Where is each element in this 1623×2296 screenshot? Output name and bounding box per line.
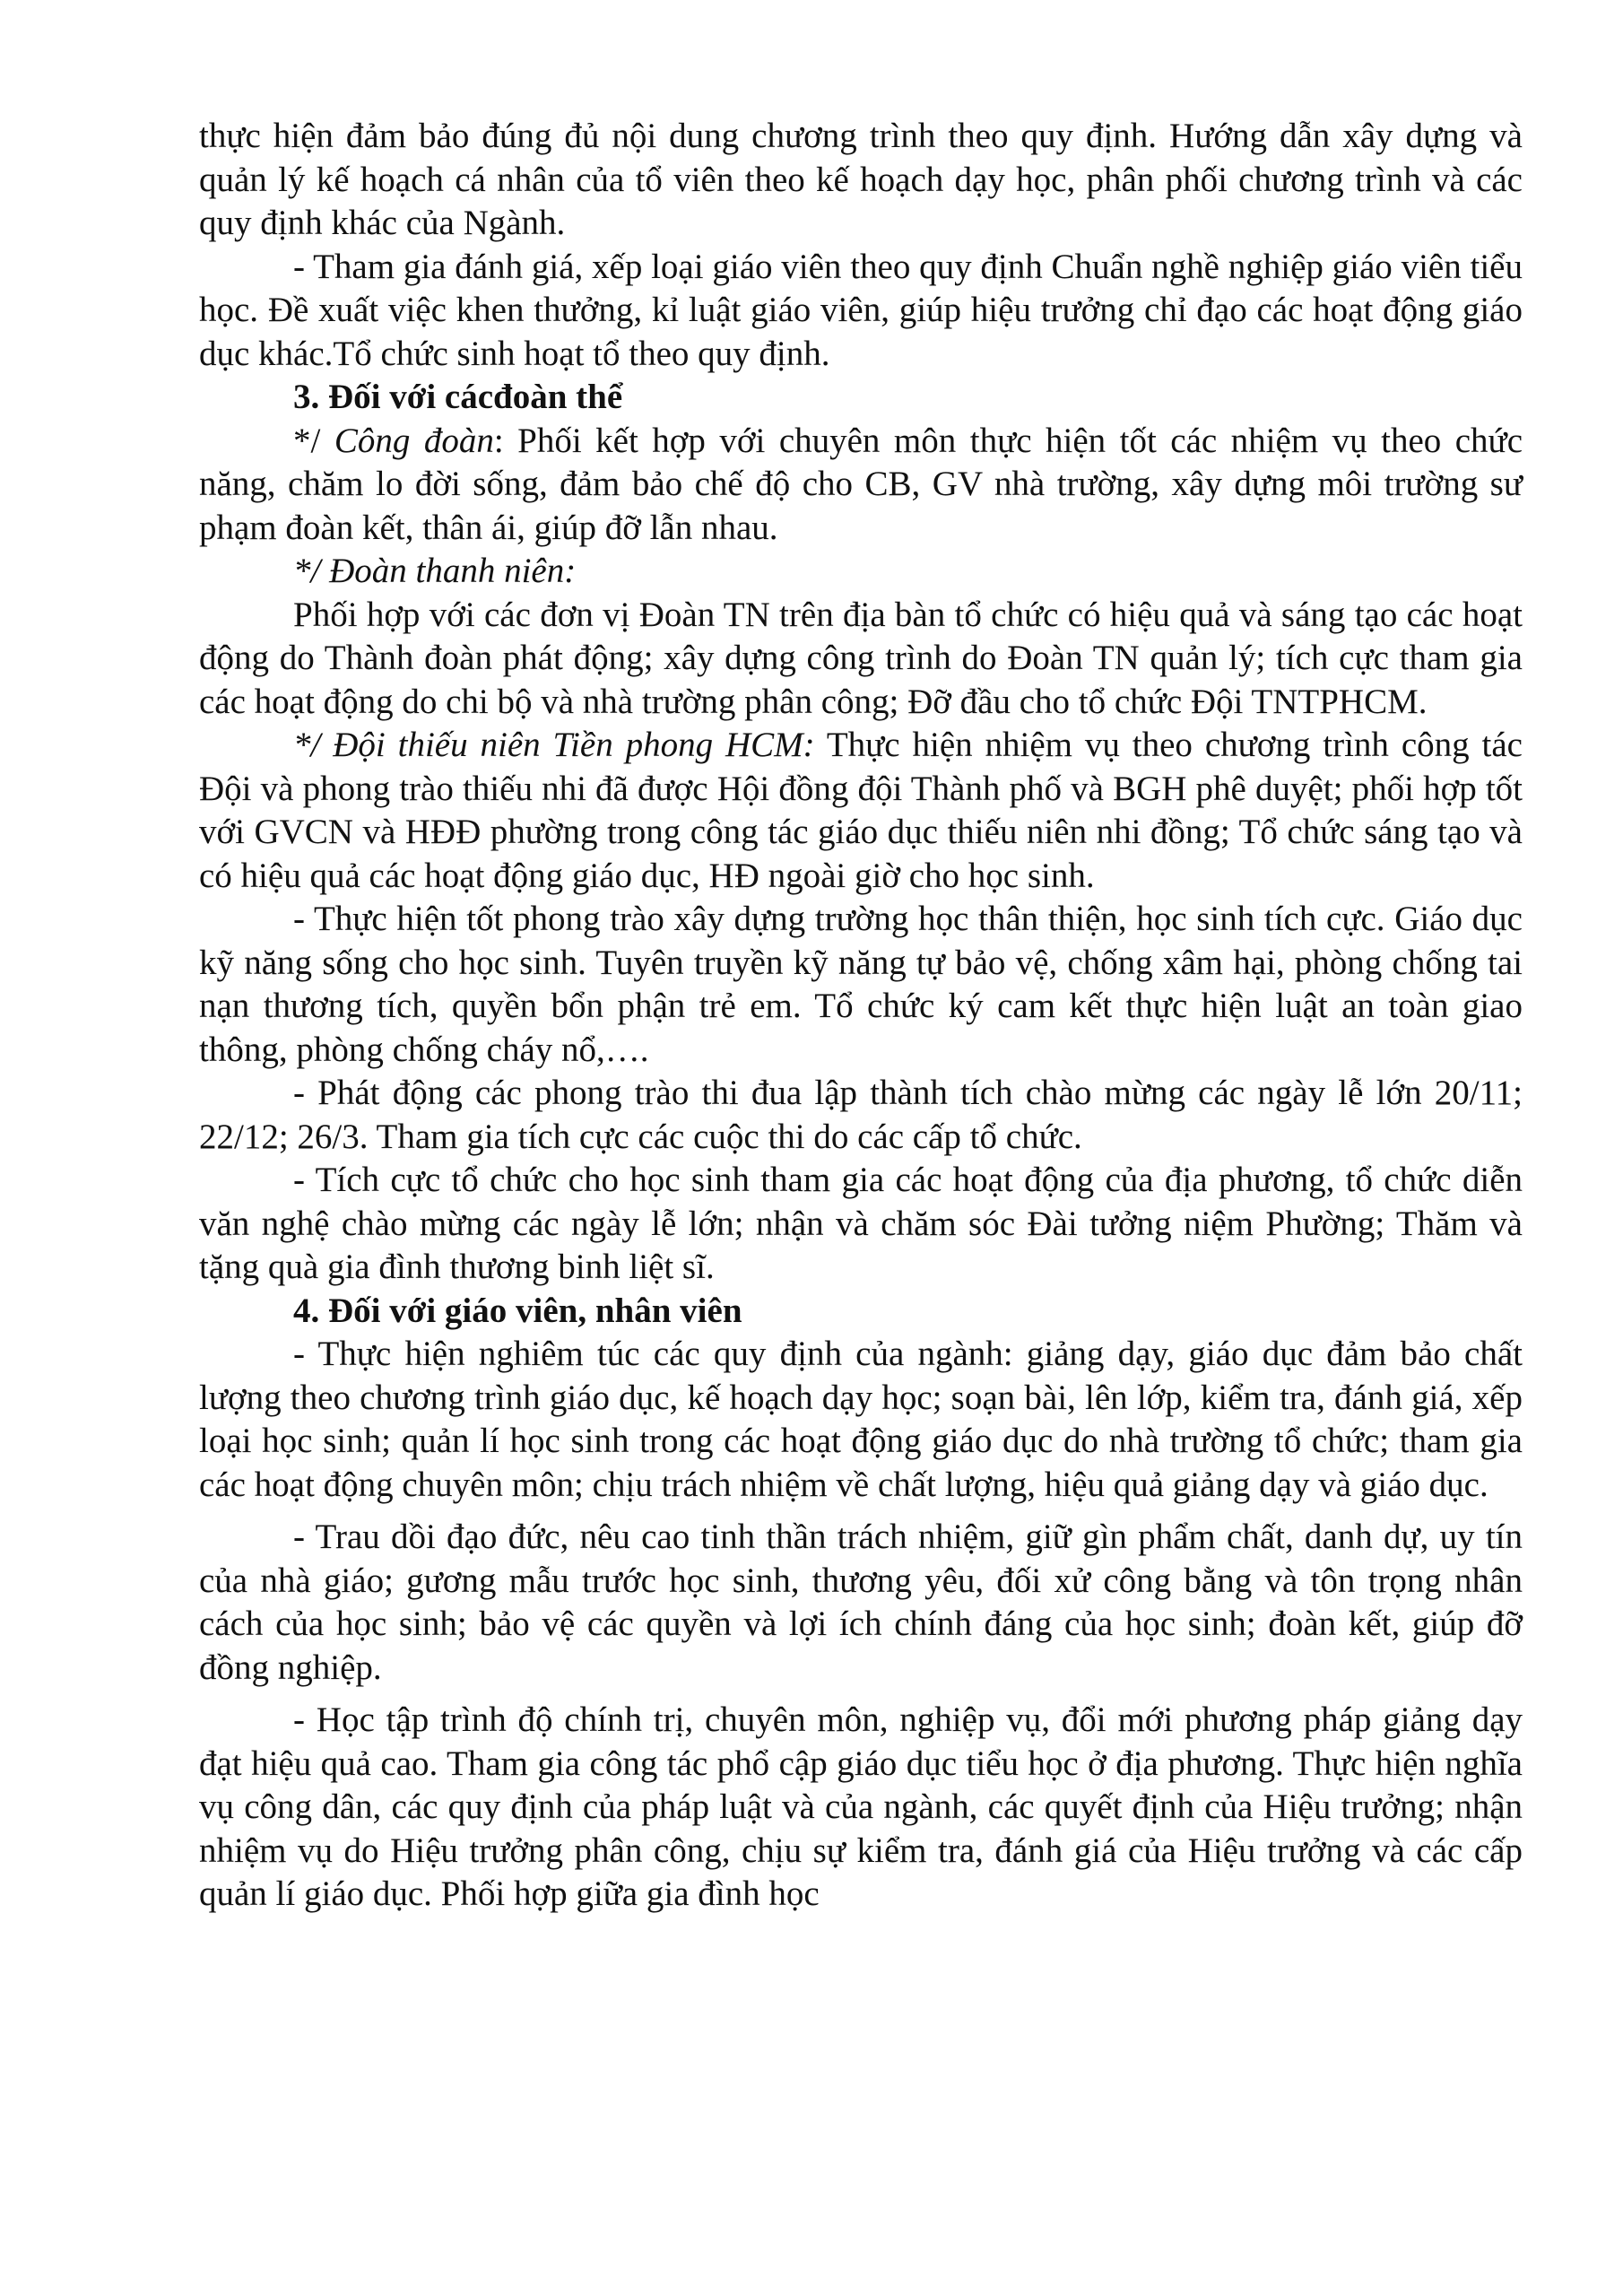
paragraph-gap	[199, 1507, 1523, 1516]
doi-thieu-nien-label: */ Đội thiếu niên Tiền phong HCM:	[293, 726, 815, 764]
paragraph-continuation: thực hiện đảm bảo đúng đủ nội dung chương trình theo quy định. Hướng dẫn xây dựng và quản lý kế hoạch cá nhân của tổ viên theo kế hoạch dạy học, phân phối chương trình và các quy định khác của Ngành.	[199, 117, 1523, 242]
paragraph-phong-trao-thi-dua: - Phát động các phong trào thi đua lập thành tích chào mừng các ngày lễ lớn 20/11; 22/12; 26/3. Tham gia tích cực các cuộc thi do các cấp tổ chức.	[199, 1074, 1523, 1156]
section-heading-4: 4. Đối với giáo viên, nhân viên	[293, 1291, 742, 1330]
paragraph-cong-doan	[199, 420, 1523, 551]
cong-doan-prefix: */	[293, 421, 334, 460]
paragraph-evaluation: - Tham gia đánh giá, xếp loại giáo viên theo quy định Chuẩn nghề nghiệp giáo viên tiểu học. Đề xuất việc khen thưởng, kỉ luật giáo viên, giúp hiệu trưởng chỉ đạo các hoạt động giáo dục khác.Tổ chức sinh hoạt tổ theo quy định.	[199, 247, 1523, 373]
paragraph-hoc-tap: - Học tập trình độ chính trị, chuyên môn, nghiệp vụ, đổi mới phương pháp giảng dạy đạt hiệu quả cao. Tham gia công tác phổ cập giáo dục tiểu học ở địa phương. Thực hiện nghĩa vụ công dân, các quy định của pháp luật và của ngành, các quyết định của Hiệu trưởng; nhận nhiệm vụ do Hiệu trưởng phân công, chịu sự kiểm tra, đánh giá của Hiệu trưởng và các cấp quản lí giáo dục. Phối hợp giữa gia đình học	[199, 1700, 1523, 1913]
document-page	[199, 115, 1523, 1917]
doan-thanh-nien-label: */ Đoàn thanh niên:	[293, 552, 577, 590]
paragraph-truong-hoc-than-thien: - Thực hiện tốt phong trào xây dựng trường học thân thiện, học sinh tích cực. Giáo dục kỹ năng sống cho học sinh. Tuyên truyền kỹ năng tự bảo vệ, chống xâm hại, phòng chống tai nạn thương tích, quyền bổn phận trẻ em. Tổ chức ký cam kết thực hiện luật an toàn giao thông, phòng chống cháy nổ,….	[199, 900, 1523, 1069]
section-heading-3: 3. Đối với cácđoàn thể	[293, 378, 623, 416]
paragraph-doi-thieu-nien	[199, 724, 1523, 898]
paragraph-doan-thanh-nien: Phối hợp với các đơn vị Đoàn TN trên địa bàn tổ chức có hiệu quả và sáng tạo các hoạt động do Thành đoàn phát động; xây dựng công trình do Đoàn TN quản lý; tích cực tham gia các hoạt động do chi bộ và nhà trường phân công; Đỡ đầu cho tổ chức Đội TNTPHCM.	[199, 595, 1523, 721]
paragraph-hoat-dong-dia-phuong: - Tích cực tổ chức cho học sinh tham gia các hoạt động của địa phương, tổ chức diễn văn nghệ chào mừng các ngày lễ lớn; nhận và chăm sóc Đài tưởng niệm Phường; Thăm và tặng quà gia đình thương binh liệt sĩ.	[199, 1161, 1523, 1286]
cong-doan-label: Công đoàn	[334, 421, 494, 460]
paragraph-gap	[199, 1690, 1523, 1699]
cong-doan-text: : Phối kết hợp với chuyên môn thực hiện tốt các nhiệm vụ theo chức năng, chăm lo đời sống, đảm bảo chế độ cho CB, GV nhà trường, xây dựng môi trường sư phạm đoàn kết, thân ái, giúp đỡ lẫn nhau.	[199, 421, 1523, 547]
doi-thieu-nien-text: Thực hiện nhiệm vụ theo chương trình công tác Đội và phong trào thiếu nhi đã được Hội đồng đội Thành phố và BGH phê duyệt; phối hợp tốt với GVCN và HĐĐ phường trong công tác giáo dục thiếu niên nhi đồng; Tổ chức sáng tạo và có hiệu quả các hoạt động giáo dục, HĐ ngoài giờ cho học sinh.	[199, 726, 1523, 895]
paragraph-dao-duc: - Trau dồi đạo đức, nêu cao tinh thần trách nhiệm, giữ gìn phẩm chất, danh dự, uy tín của nhà giáo; gương mẫu trước học sinh, thương yêu, đối xử công bằng và tôn trọng nhân cách của học sinh; bảo vệ các quyền và lợi ích chính đáng của học sinh; đoàn kết, giúp đỡ đồng nghiệp.	[199, 1518, 1523, 1687]
paragraph-quy-dinh-nganh: - Thực hiện nghiêm túc các quy định của ngành: giảng dạy, giáo dục đảm bảo chất lượng theo chương trình giáo dục, kế hoạch dạy học; soạn bài, lên lớp, kiểm tra, đánh giá, xếp loại học sinh; quản lí học sinh trong các hoạt động giáo dục do nhà trường tổ chức; tham gia các hoạt động chuyên môn; chịu trách nhiệm về chất lượng, hiệu quả giảng dạy và giáo dục.	[199, 1335, 1523, 1504]
